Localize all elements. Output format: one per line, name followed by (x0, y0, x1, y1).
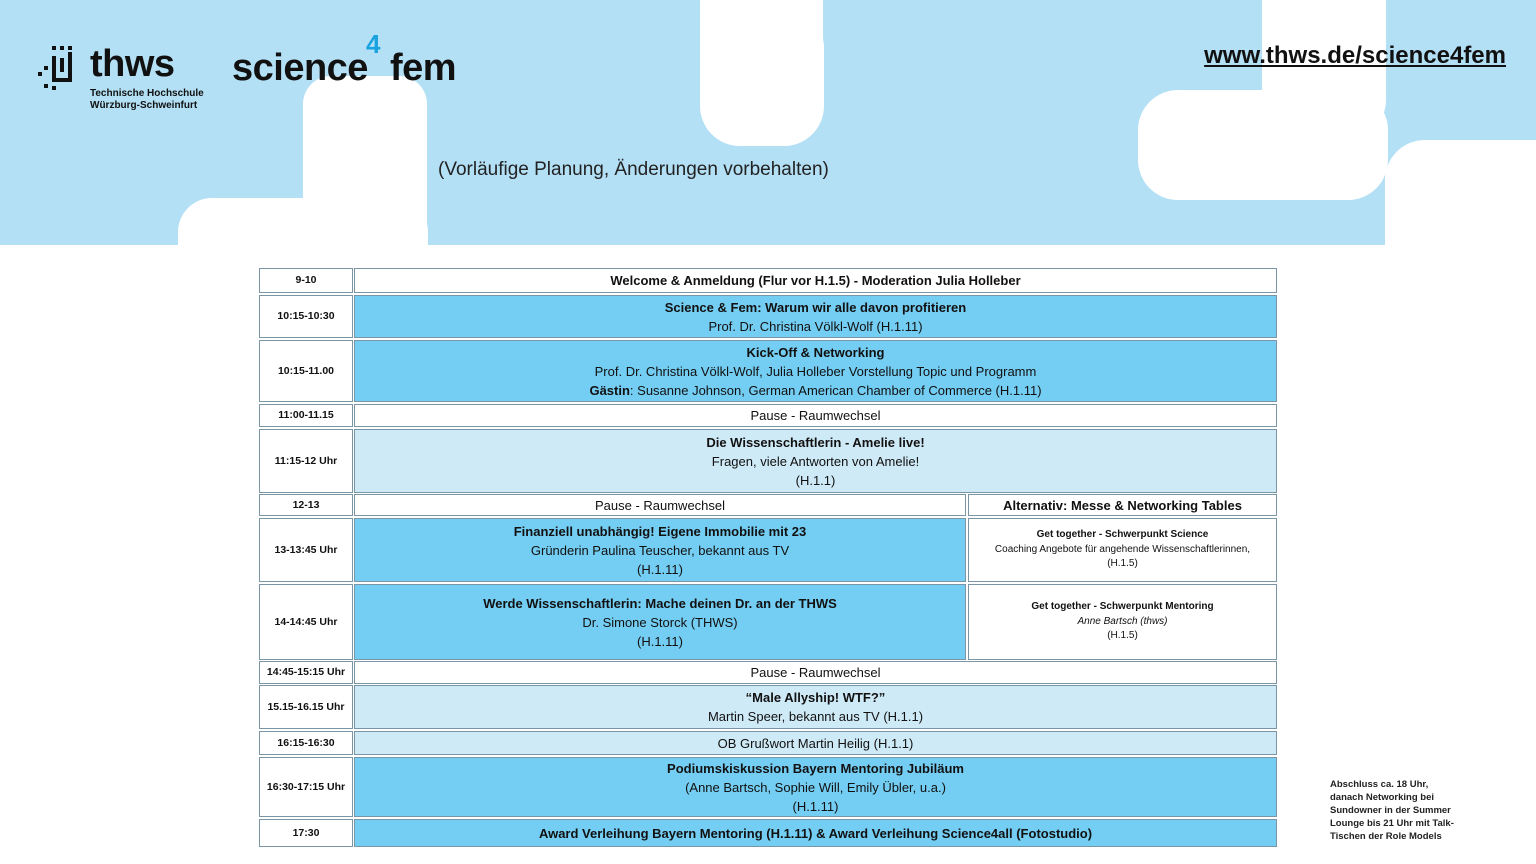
session-cell (354, 685, 1277, 729)
decorative-shape (1385, 140, 1536, 245)
decorative-shape (823, 0, 923, 76)
break-cell (354, 494, 966, 516)
alt-speaker: Anne Bartsch (thws) (1077, 615, 1168, 627)
guest-label: Gästin (589, 382, 630, 398)
time-cell: 11:15-12 Uhr (259, 429, 353, 493)
time-cell: 10:15-10:30 (259, 295, 353, 338)
header-banner (0, 0, 1536, 245)
alt-session-cell (968, 584, 1277, 660)
session-cell (354, 340, 1277, 402)
thws-logo-icon (38, 44, 80, 92)
s4f-part1: science (232, 47, 368, 89)
thws-sub-line2: Würzburg-Schweinfurt (90, 100, 198, 111)
session-title: OB Grußwort Martin Heilig (H.1.1) (717, 735, 914, 751)
session-guest (589, 381, 1041, 400)
time-cell: 17:30 (259, 819, 353, 847)
session-title: Welcome & Anmeldung (Flur vor H.1.5) - Moderation Julia Holleber (610, 273, 1021, 288)
session-cell (354, 584, 966, 660)
break-cell (354, 404, 1277, 427)
guest-text: : Susanne Johnson, German American Chamber of Commerce (H.1.11) (629, 382, 1042, 398)
decorative-shape (178, 198, 428, 245)
session-title: Finanziell unabhängig! Eigene Immobilie mit 23 (513, 523, 807, 539)
closing-note (1330, 778, 1470, 843)
session-speaker: Gründerin Paulina Teuscher, bekannt aus TV (530, 542, 790, 558)
break-cell (354, 661, 1277, 684)
alt-session-cell (968, 518, 1277, 582)
session-cell (354, 731, 1277, 755)
session-room: (H.1.1) (795, 472, 836, 488)
break-label: Pause - Raumwechsel (750, 665, 881, 680)
closing-note-line: Abschluss ca. 18 Uhr, (1330, 779, 1429, 790)
s4f-number: 4 (366, 29, 381, 59)
time-cell: 10:15-11.00 (259, 340, 353, 402)
session-cell (354, 268, 1277, 293)
break-label: Pause - Raumwechsel (750, 408, 881, 423)
time-cell: 9-10 (259, 268, 353, 293)
time-cell: 14:45-15:15 Uhr (259, 661, 353, 684)
session-title: Science & Fem: Warum wir alle davon profitieren (664, 299, 967, 315)
alt-title: Get together - Schwerpunkt Mentoring (1031, 601, 1214, 613)
time-cell: 13-13:45 Uhr (259, 518, 353, 582)
time-cell: 12-13 (259, 494, 353, 516)
schedule-table (259, 268, 1277, 848)
time-cell: 14-14:45 Uhr (259, 584, 353, 660)
session-subtitle: Fragen, viele Antworten von Amelie! (711, 453, 920, 469)
time-cell: 16:30-17:15 Uhr (259, 757, 353, 817)
session-title: Die Wissenschaftlerin - Amelie live! (706, 434, 925, 450)
alt-description: Coaching Angebote für angehende Wissenschaftlerinnen, (994, 543, 1251, 555)
session-room: (H.1.11) (637, 633, 683, 649)
session-speaker: Martin Speer, bekannt aus TV (H.1.1) (707, 709, 924, 724)
website-link[interactable]: www.thws.de/science4fem (1204, 42, 1506, 69)
thws-logo-text: thws (90, 43, 175, 85)
decorative-shape (700, 0, 824, 146)
alt-room: (H.1.5) (1107, 630, 1138, 642)
decorative-shape (1138, 90, 1388, 200)
session-room: (H.1.11) (792, 798, 839, 814)
session-speaker: Dr. Simone Storck (THWS) (582, 614, 738, 630)
closing-note-line: Lounge bis 21 Uhr mit Talk- (1330, 818, 1454, 829)
time-cell: 15.15-16.15 Uhr (259, 685, 353, 729)
session-cell (354, 518, 966, 582)
break-label: Pause - Raumwechsel (594, 497, 726, 513)
alt-room: (H.1.5) (1107, 558, 1138, 570)
session-cell (354, 819, 1277, 847)
planning-note: (Vorläufige Planung, Änderungen vorbehalten) (438, 159, 829, 180)
alt-title: Get together - Schwerpunkt Science (1036, 529, 1209, 541)
session-title: Award Verleihung Bayern Mentoring (H.1.11) & Award Verleihung Science4all (Fotostudio) (538, 825, 1093, 841)
session-speaker: Prof. Dr. Christina Völkl-Wolf (H.1.11) (708, 318, 923, 334)
s4f-part2: fem (390, 47, 457, 89)
session-cell (354, 757, 1277, 817)
closing-note-line: Tischen der Role Models (1330, 831, 1442, 842)
time-cell: 16:15-16:30 (259, 731, 353, 755)
session-title: Kick-Off & Networking (746, 344, 885, 360)
thws-sub-line1: Technische Hochschule (90, 88, 204, 99)
session-cell (354, 295, 1277, 338)
alt-header-cell (968, 494, 1277, 516)
session-title: “Male Allyship! WTF?” (745, 690, 886, 705)
alt-header: Alternativ: Messe & Networking Tables (1003, 497, 1242, 513)
session-title: Podiumskiskussion Bayern Mentoring Jubiläum (667, 760, 964, 776)
session-speakers: (Anne Bartsch, Sophie Will, Emily Übler, u.a.) (685, 779, 946, 795)
time-cell: 11:00-11.15 (259, 404, 353, 427)
closing-note-line: danach Networking bei (1330, 792, 1434, 803)
closing-note-line: Sundowner in der Summer (1330, 805, 1451, 816)
session-speaker: Prof. Dr. Christina Völkl-Wolf, Julia Holleber Vorstellung Topic und Programm (594, 363, 1037, 379)
session-room: (H.1.11) (637, 561, 683, 577)
session-cell (354, 429, 1277, 493)
thws-logo-subtitle (90, 88, 204, 112)
session-title: Werde Wissenschaftlerin: Mache deinen Dr. an der THWS (483, 595, 837, 611)
